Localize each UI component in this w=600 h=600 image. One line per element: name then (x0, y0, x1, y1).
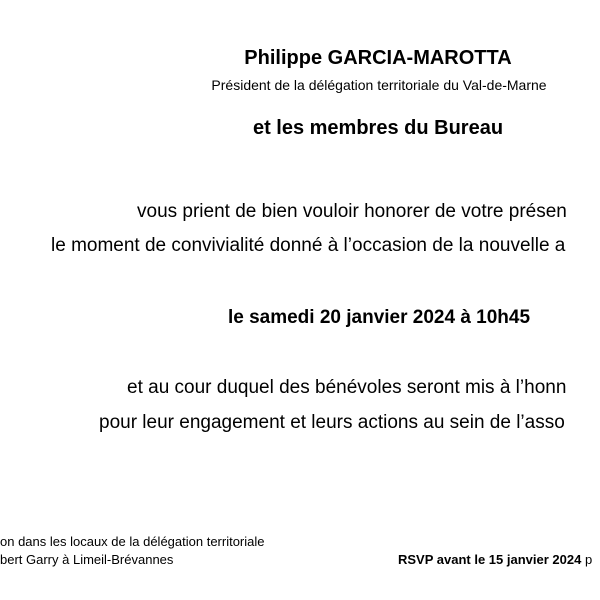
host-name (244, 48, 511, 68)
location-line-1: on dans les locaux de la délégation territoriale (0, 534, 265, 549)
host-last-name: GARCIA-MAROTTA (327, 47, 512, 69)
invitation-line-1: vous prient de bien vouloir honorer de votre présen (137, 201, 567, 222)
honor-line-2: pour leur engagement et leurs actions au sein de l’asso (99, 412, 565, 433)
members-line: et les membres du Bureau (252, 117, 504, 139)
host-title: Président de la délégation territoriale du Val-de-Marne (211, 77, 547, 93)
event-date: le samedi 20 janvier 2024 à 10h45 (227, 307, 531, 328)
location-line-2: bert Garry à Limeil-Brévannes (0, 552, 174, 567)
invitation-line-2: le moment de convivialité donné à l’occasion de la nouvelle a (51, 235, 566, 256)
host-first-name: Philippe (244, 47, 328, 69)
rsvp-tail: p (581, 552, 593, 567)
honor-line-1: et au cour duquel des bénévoles seront mis à l’honn (127, 377, 567, 398)
rsvp-note (398, 553, 592, 566)
rsvp-deadline: RSVP avant le 15 janvier 2024 (398, 552, 582, 567)
